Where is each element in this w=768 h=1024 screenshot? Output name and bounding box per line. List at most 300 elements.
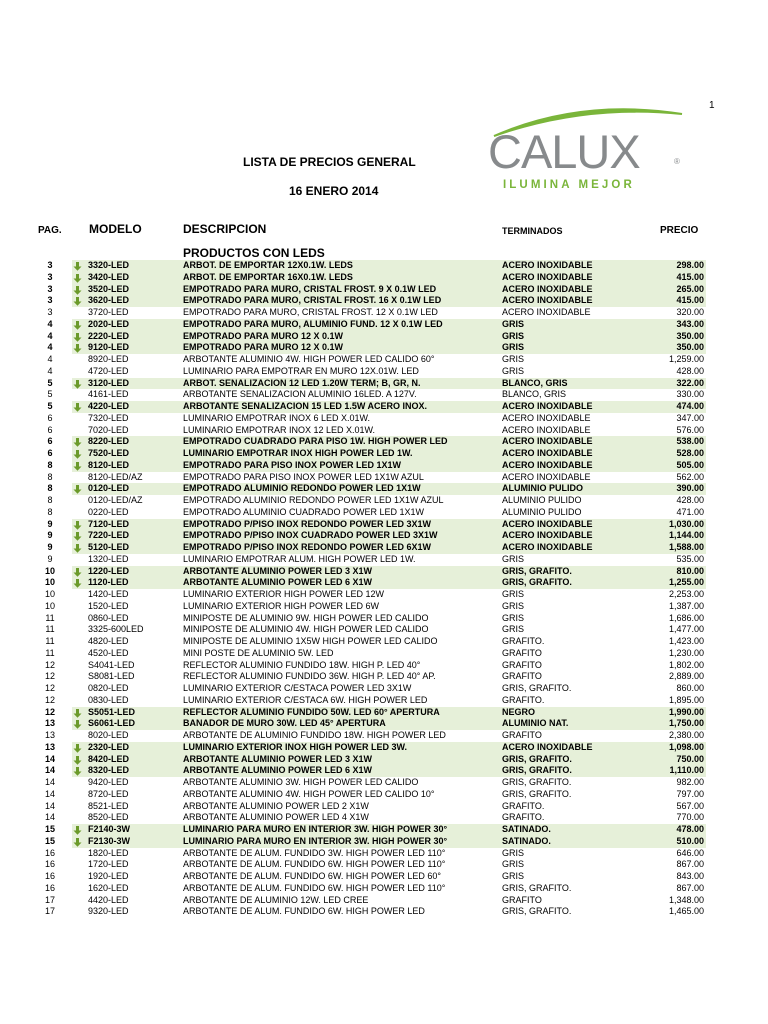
table-row (0, 718, 768, 730)
cell-terminados: BLANCO, GRIS (502, 377, 568, 388)
cell-descripcion: ARBOTANTE DE ALUM. FUNDIDO 6W. HIGH POWER LED 110° (183, 859, 446, 870)
cell-precio: 415.00 (676, 295, 704, 306)
cell-precio: 867.00 (676, 882, 704, 893)
table-row (0, 542, 768, 554)
cell-terminados: GRAFITO (502, 730, 542, 740)
cell-pag: 6 (47, 448, 53, 458)
cell-descripcion: EMPOTRADO P/PISO INOX REDONDO POWER LED 3X1W (183, 518, 432, 529)
down-arrow-icon (73, 579, 82, 588)
down-arrow-icon (73, 838, 82, 847)
cell-terminados: GRIS, GRAFITO. (502, 777, 572, 787)
cell-precio: 1,750.00 (668, 718, 704, 729)
logo-brand: CALUX (488, 125, 640, 178)
logo-registered: ® (674, 157, 680, 166)
cell-modelo: 0120-LED/AZ (88, 495, 143, 505)
cell-modelo: 9320-LED (88, 906, 129, 917)
cell-modelo: 7320-LED (88, 412, 129, 423)
table-row (0, 777, 768, 789)
cell-descripcion: EMPOTRADO PARA MURO, CRISTAL FROST. 12 X 0.1W LED (183, 307, 438, 317)
cell-modelo: 8720-LED (88, 788, 129, 799)
cell-precio: 810.00 (676, 565, 704, 576)
cell-pag: 3 (47, 307, 53, 317)
cell-modelo: 1120-LED (88, 577, 129, 588)
down-arrow-icon (73, 767, 82, 776)
cell-modelo: 1720-LED (88, 859, 129, 870)
cell-terminados: GRIS (502, 847, 525, 858)
table-row (0, 660, 768, 672)
cell-descripcion: EMPOTRADO PARA MURO, ALUMINIO FUND. 12 X 0.1W LED (183, 318, 443, 329)
row-highlight (72, 342, 706, 354)
cell-precio: 415.00 (676, 271, 704, 282)
down-arrow-icon (73, 262, 82, 271)
cell-modelo: 4720-LED (88, 365, 129, 376)
cell-terminados: GRIS (502, 600, 525, 611)
cell-precio: 1,144.00 (668, 530, 704, 541)
cell-descripcion: MINIPOSTE DE ALUMINIO 1X5W HIGH POWER LED CALIDO (183, 636, 438, 646)
table-row (0, 530, 768, 542)
cell-descripcion: EMPOTRADO PARA PISO INOX POWER LED 1X1W AZUL (183, 471, 424, 482)
cell-terminados: ACERO INOXIDABLE (502, 283, 593, 294)
table-row (0, 401, 768, 413)
cell-terminados: GRIS (502, 365, 525, 376)
cell-descripcion: ARBOTANTE ALUMINIO POWER LED 3 X1W (183, 565, 372, 576)
cell-descripcion: ARBOTANTE ALUMINIO POWER LED 4 X1W (183, 812, 369, 823)
cell-pag: 3 (47, 260, 53, 270)
cell-pag: 8 (47, 506, 53, 517)
cell-descripcion: LUMINARIO EXTERIOR C/ESTACA 6W. HIGH POWER LED (183, 694, 428, 705)
table-row (0, 871, 768, 883)
cell-modelo: 7520-LED (88, 448, 130, 458)
down-arrow-icon (73, 568, 82, 577)
cell-precio: 322.00 (676, 377, 704, 388)
cell-modelo: 9420-LED (88, 777, 129, 787)
table-row (0, 331, 768, 343)
cell-modelo: 8120-LED/AZ (88, 471, 143, 482)
cell-terminados: ACERO INOXIDABLE (502, 459, 593, 470)
cell-terminados: ACERO INOXIDABLE (502, 471, 591, 482)
cell-pag: 16 (44, 847, 55, 858)
table-row (0, 601, 768, 613)
cell-terminados: GRIS (502, 624, 525, 635)
cell-descripcion: ARBOT. SENALIZACION 12 LED 1.20W TERM; B, GR, N. (183, 377, 421, 388)
cell-precio: 770.00 (676, 812, 704, 823)
cell-descripcion: EMPOTRADO PARA MURO, CRISTAL FROST. 16 X 0.1W LED (183, 295, 442, 306)
price-table (0, 260, 768, 918)
header-pag: PAG. (38, 225, 62, 236)
down-arrow-icon (73, 720, 82, 729)
table-row (0, 566, 768, 578)
cell-modelo: 8020-LED (88, 730, 129, 740)
cell-terminados: ACERO INOXIDABLE (502, 412, 591, 423)
cell-modelo: 2320-LED (88, 741, 130, 752)
cell-precio: 535.00 (676, 553, 704, 564)
table-row (0, 483, 768, 495)
cell-terminados: ACERO INOXIDABLE (502, 401, 593, 411)
cell-descripcion: REFLECTOR ALUMINIO FUNDIDO 50W. LED 60° APERTURA (183, 706, 440, 717)
row-highlight (72, 577, 706, 589)
cell-precio: 390.00 (676, 483, 704, 494)
cell-modelo: 0220-LED (88, 506, 129, 517)
cell-descripcion: EMPOTRADO P/PISO INOX CUADRADO POWER LED 3X1W (183, 530, 438, 541)
cell-descripcion: BANADOR DE MURO 30W. LED 45° APERTURA (183, 718, 386, 729)
table-row (0, 342, 768, 354)
cell-modelo: 0820-LED (88, 683, 129, 693)
down-arrow-icon (73, 485, 82, 494)
cell-pag: 14 (44, 788, 55, 799)
cell-precio: 471.00 (676, 506, 704, 517)
cell-pag: 4 (47, 342, 53, 353)
table-row (0, 554, 768, 566)
cell-modelo: S4041-LED (88, 659, 135, 670)
cell-terminados: GRIS (502, 612, 525, 623)
cell-precio: 350.00 (676, 330, 704, 341)
cell-modelo: F2140-3W (88, 824, 131, 834)
cell-modelo: 1520-LED (88, 600, 129, 611)
header-modelo: MODELO (89, 222, 142, 236)
table-row (0, 789, 768, 801)
cell-descripcion: ARBOTANTE DE ALUM. FUNDIDO 3W. HIGH POWER LED 110° (183, 847, 446, 858)
cell-modelo: 3620-LED (88, 295, 130, 306)
down-arrow-icon (73, 709, 82, 718)
cell-terminados: GRIS, GRAFITO. (502, 882, 572, 893)
cell-modelo: 3420-LED (88, 271, 130, 282)
cell-pag: 11 (45, 624, 55, 635)
down-arrow-icon (73, 532, 82, 541)
cell-terminados: GRIS (502, 318, 525, 329)
cell-modelo: S6061-LED (88, 718, 136, 729)
cell-pag: 10 (44, 589, 55, 599)
cell-pag: 16 (44, 882, 55, 893)
cell-precio: 843.00 (676, 871, 704, 881)
cell-modelo: 4520-LED (88, 647, 129, 658)
cell-descripcion: EMPOTRADO PARA PISO INOX POWER LED 1X1W (183, 459, 402, 470)
cell-modelo: S5051-LED (88, 706, 136, 717)
cell-terminados: ACERO INOXIDABLE (502, 542, 593, 552)
down-arrow-icon (73, 744, 82, 753)
cell-pag: 14 (44, 753, 55, 764)
cell-pag: 17 (44, 906, 55, 917)
table-row (0, 636, 768, 648)
table-row (0, 413, 768, 425)
cell-pag: 11 (45, 647, 55, 658)
cell-terminados: GRIS (502, 330, 525, 341)
cell-precio: 298.00 (676, 260, 704, 270)
cell-pag: 14 (44, 765, 55, 776)
cell-terminados: GRAFITO. (502, 800, 545, 811)
table-row (0, 730, 768, 742)
cell-precio: 562.00 (676, 471, 704, 482)
cell-precio: 320.00 (676, 307, 704, 317)
table-row (0, 366, 768, 378)
cell-descripcion: REFLECTOR ALUMINIO FUNDIDO 36W. HIGH P. LED 40° AP. (183, 671, 436, 682)
cell-descripcion: ARBOTANTE ALUMINIO POWER LED 3 X1W (183, 753, 372, 764)
cell-terminados: ACERO INOXIDABLE (502, 448, 593, 458)
cell-pag: 11 (45, 636, 55, 646)
table-row (0, 648, 768, 660)
cell-descripcion: MINI POSTE DE ALUMINIO 5W. LED (183, 647, 334, 658)
cell-terminados: GRIS (502, 342, 525, 353)
cell-pag: 8 (47, 471, 53, 482)
row-highlight (72, 566, 706, 578)
cell-descripcion: LUMINARIO EXTERIOR HIGH POWER LED 6W (183, 600, 380, 611)
cell-pag: 12 (44, 694, 55, 705)
down-arrow-icon (73, 462, 82, 471)
table-row (0, 307, 768, 319)
cell-precio: 1,110.00 (669, 765, 704, 776)
cell-pag: 5 (47, 401, 53, 411)
cell-terminados: GRAFITO. (502, 694, 545, 705)
cell-precio: 1,990.00 (668, 706, 704, 717)
cell-precio: 797.00 (676, 788, 704, 799)
cell-terminados: GRIS, GRAFITO. (502, 577, 572, 588)
down-arrow-icon (73, 297, 82, 306)
cell-modelo: 3520-LED (88, 283, 130, 294)
cell-descripcion: EMPOTRADO ALUMINIO REDONDO POWER LED 1X1W AZUL (183, 495, 444, 505)
cell-modelo: 8320-LED (88, 765, 130, 776)
cell-modelo: 0830-LED (88, 694, 129, 705)
cell-descripcion: EMPOTRADO ALUMINIO CUADRADO POWER LED 1X1W (183, 506, 425, 517)
table-row (0, 389, 768, 401)
cell-precio: 474.00 (676, 401, 704, 411)
cell-pag: 9 (47, 553, 53, 564)
cell-pag: 10 (44, 600, 55, 611)
cell-pag: 16 (44, 871, 55, 881)
table-row (0, 472, 768, 484)
table-row (0, 883, 768, 895)
cell-pag: 16 (44, 859, 55, 870)
cell-precio: 265.00 (676, 283, 704, 294)
cell-pag: 12 (44, 659, 55, 670)
cell-descripcion: LUMINARIO EMPOTRAR INOX 6 LED X.01W. (183, 412, 371, 423)
row-highlight (72, 272, 706, 284)
header-descripcion: DESCRIPCION (183, 222, 267, 236)
cell-pag: 15 (44, 835, 55, 846)
cell-terminados: GRIS, GRAFITO. (502, 683, 572, 693)
table-row (0, 295, 768, 307)
table-row (0, 260, 768, 272)
row-highlight (72, 331, 706, 343)
cell-terminados: GRAFITO (502, 671, 542, 682)
cell-descripcion: ARBOTANTE ALUMINIO POWER LED 6 X1W (183, 765, 372, 776)
cell-terminados: ACERO INOXIDABLE (502, 530, 593, 541)
cell-precio: 1,895.00 (668, 694, 704, 705)
cell-descripcion: LUMINARIO PARA EMPOTRAR EN MURO 12X.01W. LED (183, 365, 419, 376)
down-arrow-icon (73, 544, 82, 553)
cell-terminados: GRAFITO. (502, 636, 545, 646)
cell-terminados: GRAFITO (502, 659, 542, 670)
table-row (0, 695, 768, 707)
cell-pag: 14 (44, 812, 55, 823)
cell-descripcion: EMPOTRADO PARA MURO 12 X 0.1W (183, 330, 344, 341)
table-row (0, 801, 768, 813)
section-title: PRODUCTOS CON LEDS (183, 246, 325, 260)
cell-terminados: SATINADO. (502, 824, 551, 834)
cell-modelo: 2020-LED (88, 318, 130, 329)
cell-pag: 8 (47, 459, 53, 470)
cell-modelo: 1820-LED (88, 847, 129, 858)
cell-precio: 2,889.00 (668, 671, 704, 682)
cell-modelo: 7220-LED (88, 530, 130, 541)
cell-terminados: ACERO INOXIDABLE (502, 307, 591, 317)
cell-pag: 4 (47, 354, 53, 364)
table-row (0, 624, 768, 636)
cell-terminados: GRIS, GRAFITO. (502, 788, 572, 799)
cell-terminados: ACERO INOXIDABLE (502, 436, 593, 447)
cell-terminados: GRIS, GRAFITO. (502, 906, 572, 917)
table-row (0, 848, 768, 860)
cell-modelo: 8920-LED (88, 354, 129, 364)
cell-modelo: 8520-LED (88, 812, 129, 823)
cell-pag: 12 (44, 706, 55, 717)
cell-precio: 1,465.00 (668, 906, 704, 917)
cell-pag: 13 (44, 730, 55, 740)
cell-pag: 9 (47, 542, 53, 552)
cell-terminados: GRIS (502, 589, 525, 599)
cell-precio: 528.00 (676, 448, 704, 458)
cell-pag: 6 (47, 424, 53, 435)
cell-precio: 2,253.00 (668, 589, 704, 599)
page-number: 1 (709, 100, 715, 111)
cell-terminados: ALUMINIO PULIDO (502, 495, 582, 505)
header-precio: PRECIO (660, 225, 699, 236)
cell-precio: 1,802.00 (668, 659, 704, 670)
cell-pag: 13 (44, 718, 55, 729)
cell-pag: 11 (45, 612, 55, 623)
cell-pag: 6 (47, 436, 53, 447)
cell-modelo: 4420-LED (88, 894, 129, 905)
table-row (0, 460, 768, 472)
row-highlight (72, 260, 706, 272)
cell-pag: 12 (44, 671, 55, 682)
table-row (0, 683, 768, 695)
cell-pag: 14 (44, 777, 55, 787)
cell-terminados: ACERO INOXIDABLE (502, 295, 593, 306)
cell-descripcion: LUMINARIO PARA MURO EN INTERIOR 3W. HIGH POWER 30° (183, 835, 448, 846)
cell-terminados: BLANCO, GRIS (502, 389, 567, 400)
cell-precio: 1,477.00 (668, 624, 704, 635)
cell-precio: 750.00 (676, 753, 704, 764)
cell-terminados: GRIS, GRAFITO. (502, 565, 572, 576)
cell-precio: 428.00 (676, 365, 704, 376)
cell-precio: 1,348.00 (668, 894, 704, 905)
cell-terminados: GRAFITO (502, 894, 542, 905)
cell-pag: 9 (47, 530, 53, 541)
cell-descripcion: ARBOTANTE SENALIZACION 15 LED 1.5W ACERO INOX. (183, 401, 428, 411)
cell-precio: 347.00 (676, 412, 704, 423)
cell-modelo: 1920-LED (88, 871, 129, 881)
table-row (0, 519, 768, 531)
cell-terminados: GRAFITO. (502, 812, 545, 823)
cell-pag: 3 (47, 283, 53, 294)
cell-descripcion: ARBOT. DE EMPORTAR 12X0.1W. LEDS (183, 260, 353, 270)
down-arrow-icon (73, 826, 82, 835)
row-highlight (72, 718, 706, 730)
cell-descripcion: LUMINARIO EXTERIOR HIGH POWER LED 12W (183, 589, 385, 599)
cell-descripcion: EMPOTRADO P/PISO INOX REDONDO POWER LED 6X1W (183, 542, 432, 552)
cell-precio: 576.00 (676, 424, 704, 435)
cell-descripcion: MINIPOSTE DE ALUMINIO 9W. HIGH POWER LED CALIDO (183, 612, 429, 623)
cell-modelo: 1420-LED (88, 589, 129, 599)
table-row (0, 354, 768, 366)
table-row (0, 436, 768, 448)
cell-modelo: 4161-LED (88, 389, 129, 400)
cell-terminados: GRIS (502, 553, 525, 564)
cell-precio: 478.00 (676, 824, 704, 834)
cell-modelo: 5120-LED (88, 542, 130, 552)
cell-descripcion: MINIPOSTE DE ALUMINIO 4W. HIGH POWER LED CALIDO (183, 624, 429, 635)
cell-descripcion: ARBOTANTE SENALIZACION ALUMINIO 16LED. A 127V. (183, 389, 417, 400)
table-row (0, 836, 768, 848)
cell-terminados: ACERO INOXIDABLE (502, 260, 593, 270)
cell-modelo: 8120-LED (88, 459, 130, 470)
cell-descripcion: LUMINARIO EMPOTRAR ALUM. HIGH POWER LED 1W. (183, 553, 416, 564)
table-row (0, 765, 768, 777)
table-row (0, 824, 768, 836)
cell-pag: 4 (47, 365, 53, 376)
cell-descripcion: REFLECTOR ALUMINIO FUNDIDO 18W. HIGH P. LED 40° (183, 659, 421, 670)
cell-terminados: ALUMINIO NAT. (502, 718, 569, 729)
cell-pag: 4 (47, 330, 53, 341)
cell-modelo: 3720-LED (88, 307, 129, 317)
down-arrow-icon (73, 333, 82, 342)
table-row (0, 319, 768, 331)
cell-modelo: 1220-LED (88, 565, 130, 576)
cell-modelo: 8521-LED (88, 800, 129, 811)
cell-terminados: GRIS (502, 871, 525, 881)
logo-tagline: ILUMINA MEJOR (503, 179, 635, 191)
down-arrow-icon (73, 380, 82, 389)
table-row (0, 754, 768, 766)
cell-precio: 860.00 (676, 683, 704, 693)
document-date: 16 ENERO 2014 (289, 184, 379, 198)
cell-terminados: GRIS (502, 859, 525, 870)
cell-modelo: 3325-600LED (88, 624, 144, 635)
cell-descripcion: ARBOT. DE EMPORTAR 16X0.1W. LEDS (183, 271, 353, 282)
cell-modelo: S8081-LED (88, 671, 135, 682)
cell-modelo: 2220-LED (88, 330, 130, 341)
cell-modelo: 0860-LED (88, 612, 129, 623)
cell-descripcion: EMPOTRADO PARA MURO, CRISTAL FROST. 9 X 0.1W LED (183, 283, 437, 294)
table-row (0, 812, 768, 824)
cell-modelo: 3320-LED (88, 260, 130, 270)
table-row (0, 906, 768, 918)
cell-descripcion: ARBOTANTE DE ALUM. FUNDIDO 6W. HIGH POWER LED 110° (183, 882, 446, 893)
cell-precio: 538.00 (676, 436, 704, 447)
cell-descripcion: ARBOTANTE DE ALUM. FUNDIDO 6W. HIGH POWER LED 60° (183, 871, 441, 881)
cell-pag: 4 (47, 318, 53, 329)
cell-precio: 646.00 (676, 847, 704, 858)
cell-modelo: 4820-LED (88, 636, 129, 646)
cell-descripcion: EMPOTRADO ALUMINIO REDONDO POWER LED 1X1W (183, 483, 421, 494)
cell-precio: 1,588.00 (668, 542, 704, 552)
cell-precio: 1,230.00 (668, 647, 704, 658)
cell-descripcion: LUMINARIO EMPOTRAR INOX HIGH POWER LED 1W. (183, 448, 413, 458)
cell-precio: 867.00 (676, 859, 704, 870)
cell-precio: 1,030.00 (668, 518, 704, 529)
cell-modelo: F2130-3W (88, 835, 131, 846)
table-row (0, 272, 768, 284)
cell-precio: 1,686.00 (668, 612, 704, 623)
table-row (0, 613, 768, 625)
cell-precio: 343.00 (676, 318, 704, 329)
cell-terminados: ALUMINIO PULIDO (502, 483, 583, 494)
cell-modelo: 8220-LED (88, 436, 130, 447)
table-row (0, 378, 768, 390)
cell-pag: 5 (47, 377, 53, 388)
down-arrow-icon (73, 403, 82, 412)
cell-pag: 3 (47, 271, 53, 282)
down-arrow-icon (73, 450, 82, 459)
